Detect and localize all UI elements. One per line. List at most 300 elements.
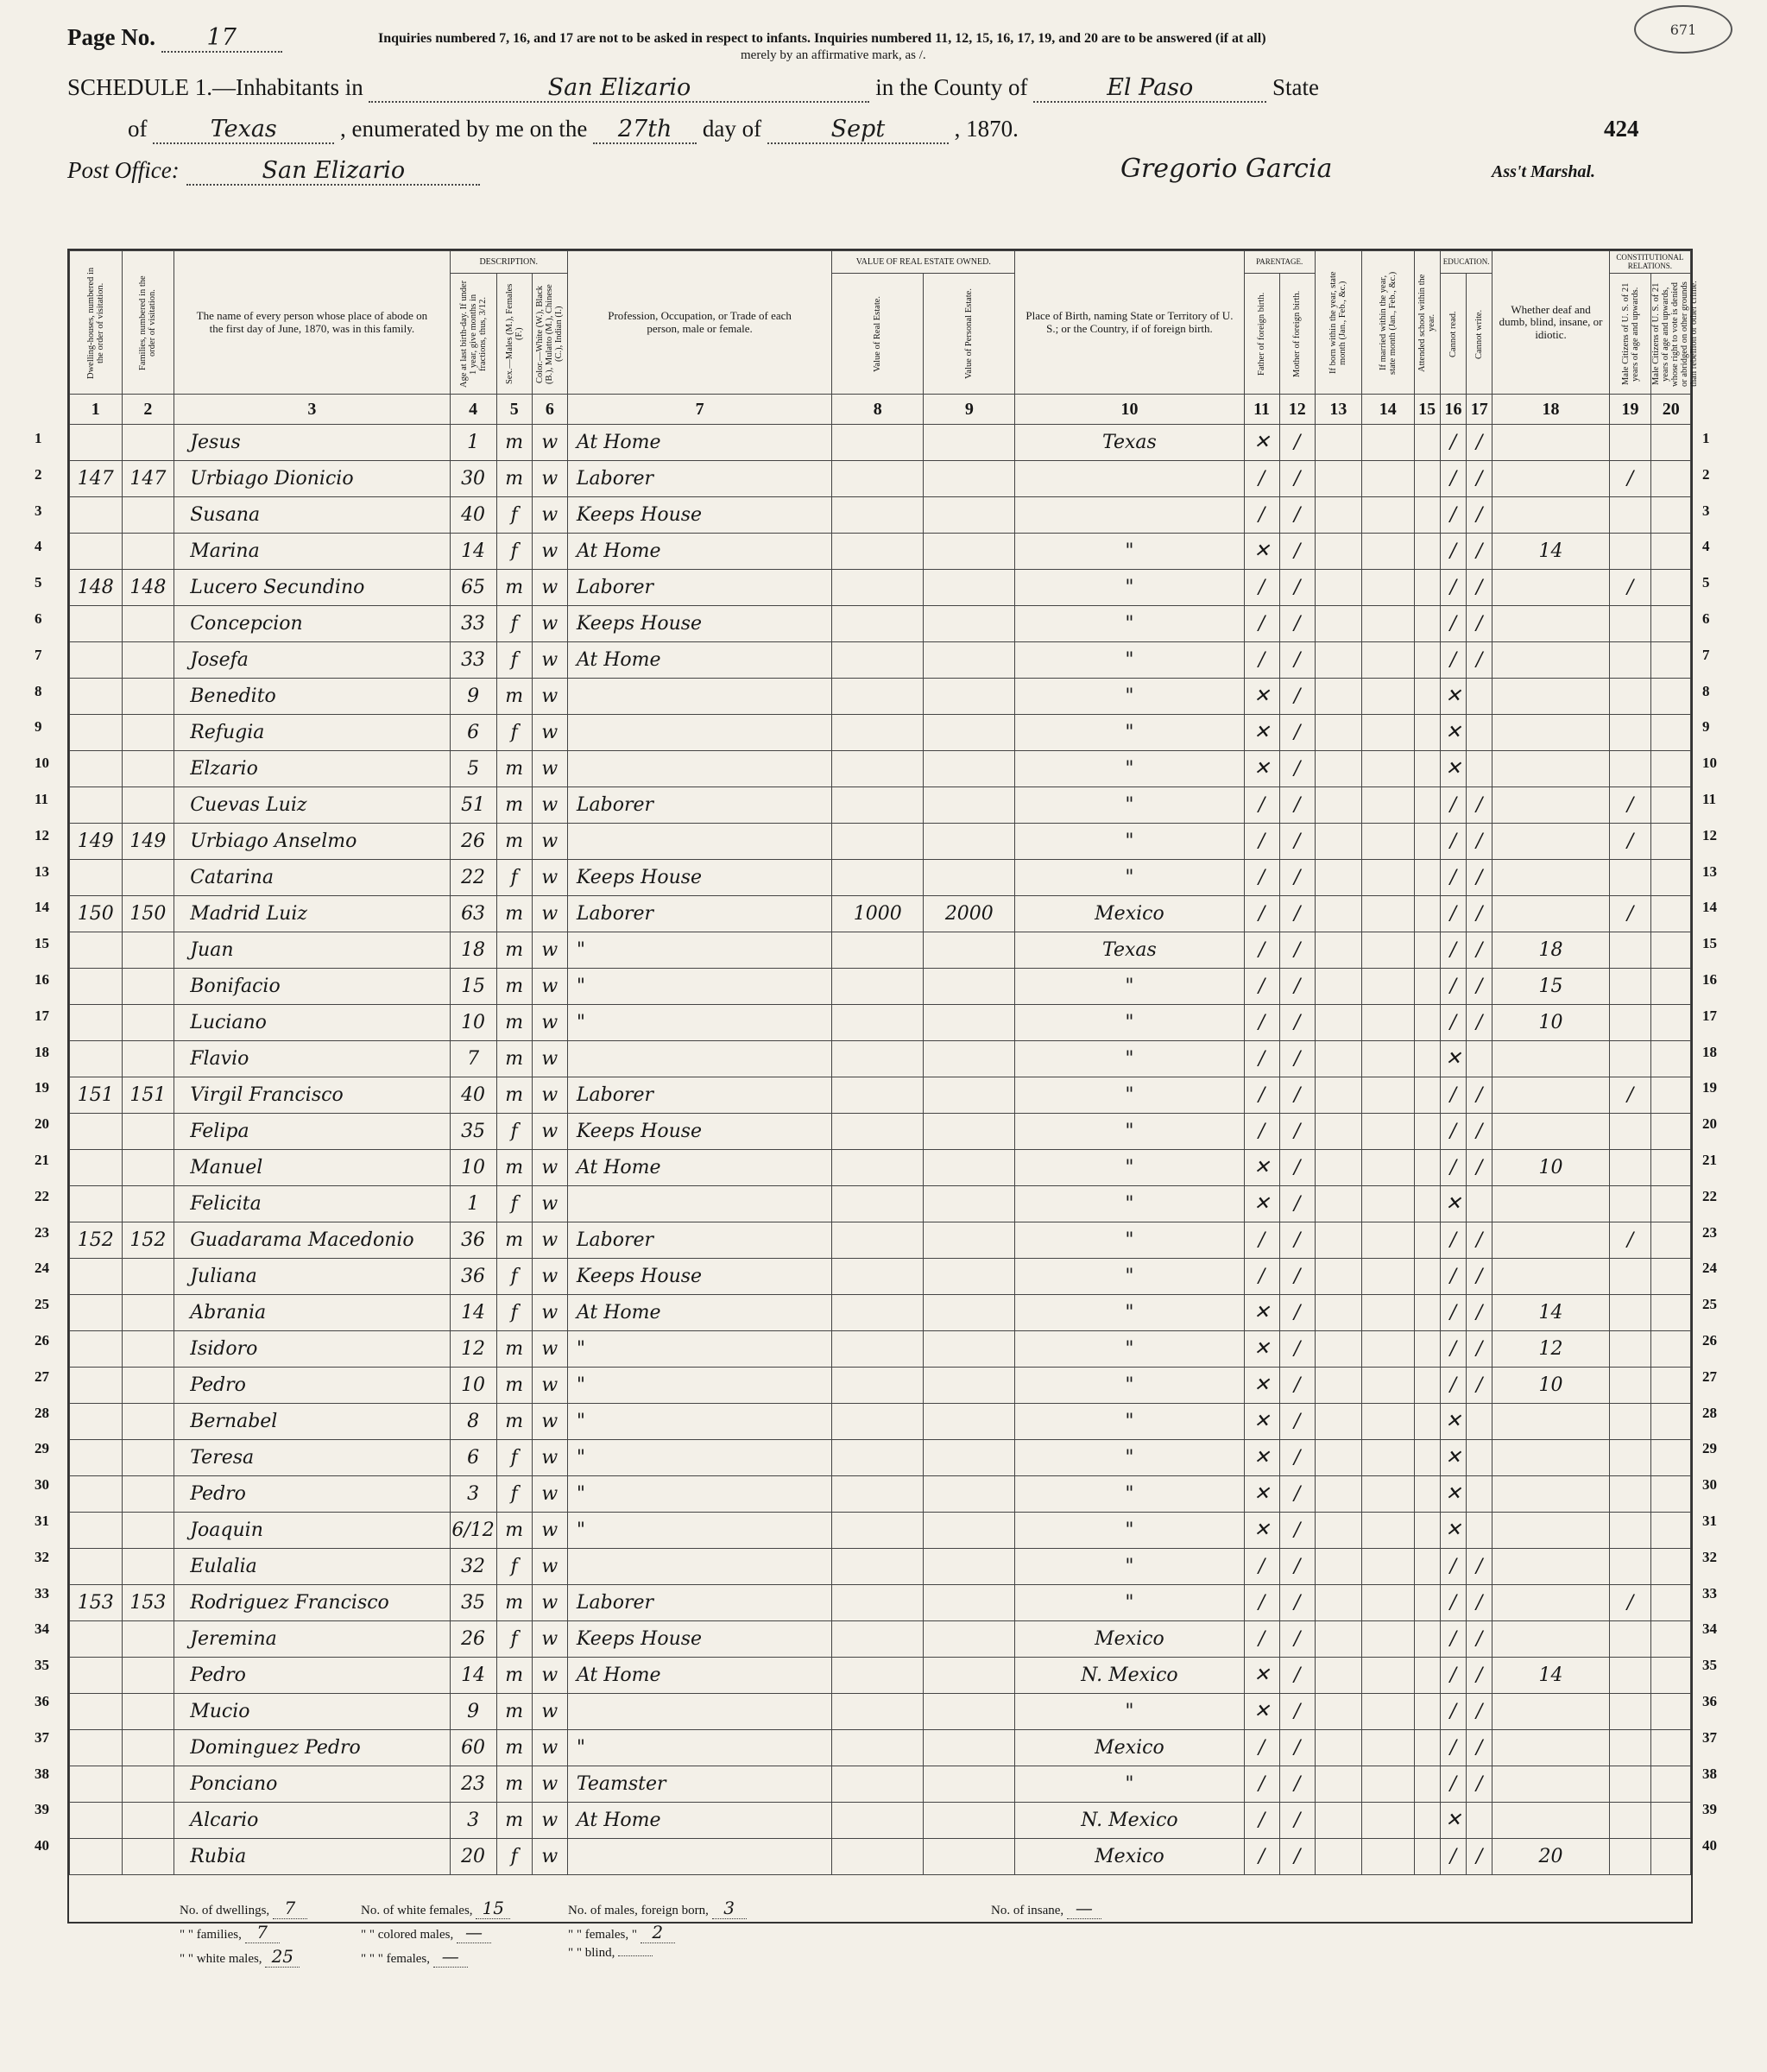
cannot-write-mark: /	[1467, 1331, 1492, 1368]
occupation	[567, 679, 831, 715]
born-within-year	[1315, 1621, 1361, 1658]
age: 14	[450, 1658, 496, 1694]
mother-foreign-mark: /	[1279, 787, 1315, 824]
day-value: 27th	[593, 116, 697, 144]
deaf-blind-note	[1492, 1186, 1609, 1222]
cannot-write-mark: /	[1467, 1549, 1492, 1585]
sex: m	[496, 1077, 532, 1114]
cannot-write-mark: /	[1467, 497, 1492, 534]
father-foreign-mark: /	[1244, 570, 1279, 606]
married-within-year	[1361, 1077, 1414, 1114]
age: 3	[450, 1476, 496, 1513]
line-number-left: 36	[35, 1693, 49, 1709]
birthplace: Texas	[1015, 932, 1244, 969]
father-foreign-mark: ✕	[1244, 751, 1279, 787]
real-estate-value	[832, 679, 924, 715]
person-name: Bernabel	[174, 1404, 450, 1440]
personal-estate-value	[924, 751, 1015, 787]
born-within-year	[1315, 1730, 1361, 1766]
deaf-blind-note: 14	[1492, 534, 1609, 570]
cannot-write-mark: /	[1467, 1368, 1492, 1404]
attended-school	[1414, 1005, 1440, 1041]
mother-foreign-mark: /	[1279, 497, 1315, 534]
person-name: Susana	[174, 497, 450, 534]
deaf-blind-note: 15	[1492, 969, 1609, 1005]
personal-estate-value	[924, 642, 1015, 679]
line-number-right: 21	[1702, 1152, 1717, 1168]
married-within-year	[1361, 1549, 1414, 1585]
mother-foreign-mark: /	[1279, 1766, 1315, 1803]
person-name: Concepcion	[174, 606, 450, 642]
mother-foreign-mark: /	[1279, 896, 1315, 932]
married-within-year	[1361, 497, 1414, 534]
father-foreign-mark: ✕	[1244, 425, 1279, 461]
person-name: Elzario	[174, 751, 450, 787]
occupation: At Home	[567, 642, 831, 679]
personal-estate-value	[924, 1186, 1015, 1222]
citizen-mark	[1609, 1150, 1651, 1186]
line-number-left: 14	[35, 899, 49, 916]
mother-foreign-mark: /	[1279, 1513, 1315, 1549]
personal-estate-value	[924, 1077, 1015, 1114]
occupation: Keeps House	[567, 606, 831, 642]
attended-school	[1414, 1077, 1440, 1114]
col-school-header: Attended school within the year.	[1414, 251, 1440, 395]
col-mother-foreign-header: Mother of foreign birth.	[1279, 274, 1315, 395]
line-number-right: 14	[1702, 899, 1717, 916]
sex: m	[496, 1766, 532, 1803]
table-row	[70, 896, 1691, 932]
married-within-year	[1361, 824, 1414, 860]
person-name: Virgil Francisco	[174, 1077, 450, 1114]
table-row	[70, 969, 1691, 1005]
real-estate-value	[832, 1005, 924, 1041]
family-number	[122, 679, 174, 715]
month-value: Sept	[767, 116, 949, 144]
birthplace: "	[1015, 860, 1244, 896]
color: w	[532, 860, 567, 896]
stamp-corner-number: 671	[1669, 21, 1697, 38]
person-name: Cuevas Luiz	[174, 787, 450, 824]
table-row	[70, 1476, 1691, 1513]
age: 14	[450, 1295, 496, 1331]
line-number-left: 25	[35, 1296, 49, 1313]
line-number-left: 39	[35, 1801, 49, 1818]
vote-denied-mark	[1651, 642, 1691, 679]
person-name: Marina	[174, 534, 450, 570]
age: 5	[450, 751, 496, 787]
married-within-year	[1361, 1295, 1414, 1331]
citizen-mark	[1609, 425, 1651, 461]
personal-estate-value	[924, 461, 1015, 497]
married-within-year	[1361, 1114, 1414, 1150]
born-within-year	[1315, 1005, 1361, 1041]
birthplace: "	[1015, 1114, 1244, 1150]
family-number	[122, 969, 174, 1005]
citizen-mark: /	[1609, 1585, 1651, 1621]
occupation: Keeps House	[567, 497, 831, 534]
birthplace: "	[1015, 1005, 1244, 1041]
birthplace: "	[1015, 1295, 1244, 1331]
cannot-write-mark: /	[1467, 969, 1492, 1005]
personal-estate-value	[924, 787, 1015, 824]
citizen-mark	[1609, 1440, 1651, 1476]
line-number-right: 30	[1702, 1476, 1717, 1494]
year-label: , 1870.	[954, 116, 1019, 142]
married-within-year	[1361, 1404, 1414, 1440]
married-within-year	[1361, 1476, 1414, 1513]
born-within-year	[1315, 860, 1361, 896]
person-name: Josefa	[174, 642, 450, 679]
father-foreign-mark: /	[1244, 824, 1279, 860]
born-within-year	[1315, 1440, 1361, 1476]
age: 3	[450, 1803, 496, 1839]
mother-foreign-mark: /	[1279, 1005, 1315, 1041]
color: w	[532, 1077, 567, 1114]
real-estate-value	[832, 1186, 924, 1222]
personal-estate-value	[924, 969, 1015, 1005]
person-name: Pedro	[174, 1658, 450, 1694]
married-within-year	[1361, 1621, 1414, 1658]
married-within-year	[1361, 1839, 1414, 1875]
color: w	[532, 1476, 567, 1513]
citizen-mark	[1609, 1621, 1651, 1658]
occupation: Teamster	[567, 1766, 831, 1803]
real-estate-value	[832, 1766, 924, 1803]
family-number	[122, 1259, 174, 1295]
dwelling-number	[70, 787, 123, 824]
family-number	[122, 1766, 174, 1803]
born-within-year	[1315, 570, 1361, 606]
birthplace: "	[1015, 969, 1244, 1005]
line-number-right: 34	[1702, 1620, 1717, 1638]
personal-estate-value	[924, 570, 1015, 606]
column-number: 16	[1440, 395, 1466, 425]
white-males-total	[180, 1946, 300, 1968]
cannot-write-mark: /	[1467, 1005, 1492, 1041]
line-number-left: 35	[35, 1657, 49, 1674]
vote-denied-mark	[1651, 1476, 1691, 1513]
cannot-write-mark: /	[1467, 824, 1492, 860]
family-number	[122, 715, 174, 751]
attended-school	[1414, 1621, 1440, 1658]
deaf-blind-note	[1492, 896, 1609, 932]
deaf-blind-note	[1492, 715, 1609, 751]
line-number-left: 40	[35, 1837, 49, 1854]
born-within-year	[1315, 715, 1361, 751]
dwelling-number	[70, 1766, 123, 1803]
personal-estate-value	[924, 497, 1015, 534]
line-number-right: 9	[1702, 718, 1710, 736]
born-within-year	[1315, 606, 1361, 642]
cannot-read-mark: /	[1440, 1150, 1466, 1186]
family-number	[122, 860, 174, 896]
sex: f	[496, 1259, 532, 1295]
attended-school	[1414, 570, 1440, 606]
cannot-write-mark	[1467, 1440, 1492, 1476]
personal-estate-value	[924, 1368, 1015, 1404]
married-within-year	[1361, 715, 1414, 751]
attended-school	[1414, 642, 1440, 679]
sex: f	[496, 642, 532, 679]
color: w	[532, 1585, 567, 1621]
line-number-right: 19	[1702, 1079, 1717, 1096]
color: w	[532, 1549, 567, 1585]
age: 26	[450, 824, 496, 860]
cannot-write-mark	[1467, 1404, 1492, 1440]
real-estate-value	[832, 606, 924, 642]
vote-denied-mark	[1651, 1259, 1691, 1295]
cannot-read-mark: /	[1440, 1077, 1466, 1114]
citizen-mark	[1609, 679, 1651, 715]
cannot-read-mark: /	[1440, 461, 1466, 497]
family-number	[122, 1150, 174, 1186]
mother-foreign-mark: /	[1279, 1259, 1315, 1295]
age: 36	[450, 1259, 496, 1295]
father-foreign-mark: ✕	[1244, 1150, 1279, 1186]
enumerated-label: , enumerated by me on the	[340, 116, 588, 142]
table-row	[70, 497, 1691, 534]
day-of-label: day of	[702, 116, 762, 142]
attended-school	[1414, 461, 1440, 497]
dwelling-number: 149	[70, 824, 123, 860]
father-foreign-mark: ✕	[1244, 1476, 1279, 1513]
mother-foreign-mark: /	[1279, 1150, 1315, 1186]
citizen-mark	[1609, 1803, 1651, 1839]
real-estate-value	[832, 1404, 924, 1440]
col-deaf-blind-header: Whether deaf and dumb, blind, insane, or idiotic.	[1492, 251, 1609, 395]
real-estate-value	[832, 715, 924, 751]
vote-denied-mark	[1651, 1513, 1691, 1549]
vote-denied-mark	[1651, 1730, 1691, 1766]
occupation: "	[567, 1331, 831, 1368]
attended-school	[1414, 969, 1440, 1005]
age: 22	[450, 860, 496, 896]
line-number-left: 17	[35, 1007, 49, 1024]
line-number-right: 37	[1702, 1728, 1717, 1746]
white-males-label: " " white males,	[180, 1952, 262, 1966]
vote-denied-mark	[1651, 534, 1691, 570]
sex: m	[496, 1694, 532, 1730]
color: w	[532, 1766, 567, 1803]
father-foreign-mark: ✕	[1244, 1331, 1279, 1368]
sex: m	[496, 1404, 532, 1440]
married-within-year	[1361, 570, 1414, 606]
dwelling-number	[70, 1041, 123, 1077]
age: 12	[450, 1331, 496, 1368]
personal-estate-value	[924, 679, 1015, 715]
personal-estate-value	[924, 1730, 1015, 1766]
vote-denied-mark	[1651, 896, 1691, 932]
birthplace: "	[1015, 1150, 1244, 1186]
real-estate-value	[832, 1476, 924, 1513]
mother-foreign-mark: /	[1279, 1440, 1315, 1476]
age: 33	[450, 606, 496, 642]
age: 10	[450, 1368, 496, 1404]
mother-foreign-mark: /	[1279, 679, 1315, 715]
blind-label: " " blind,	[568, 1946, 615, 1960]
occupation: "	[567, 969, 831, 1005]
citizen-mark: /	[1609, 1222, 1651, 1259]
age: 32	[450, 1549, 496, 1585]
attended-school	[1414, 896, 1440, 932]
born-within-year	[1315, 497, 1361, 534]
person-name: Dominguez Pedro	[174, 1730, 450, 1766]
age: 35	[450, 1114, 496, 1150]
line-number-left: 26	[35, 1332, 49, 1349]
citizen-mark	[1609, 1331, 1651, 1368]
cannot-write-mark: /	[1467, 1839, 1492, 1875]
deaf-blind-note	[1492, 1513, 1609, 1549]
attended-school	[1414, 534, 1440, 570]
color: w	[532, 787, 567, 824]
value-group-header: VALUE OF REAL ESTATE OWNED.	[832, 251, 1015, 274]
vote-denied-mark	[1651, 1549, 1691, 1585]
born-within-year	[1315, 1041, 1361, 1077]
line-number-left: 32	[35, 1548, 49, 1565]
age: 33	[450, 642, 496, 679]
citizen-mark	[1609, 1368, 1651, 1404]
father-foreign-mark: /	[1244, 461, 1279, 497]
sex: m	[496, 1803, 532, 1839]
attended-school	[1414, 606, 1440, 642]
dwelling-number	[70, 1658, 123, 1694]
line-number-left: 28	[35, 1404, 49, 1421]
color: w	[532, 1621, 567, 1658]
father-foreign-mark: ✕	[1244, 1694, 1279, 1730]
citizen-mark	[1609, 497, 1651, 534]
line-number-left: 31	[35, 1513, 49, 1529]
vote-denied-mark	[1651, 1150, 1691, 1186]
deaf-blind-note	[1492, 1621, 1609, 1658]
cannot-read-mark: /	[1440, 1114, 1466, 1150]
vote-denied-mark	[1651, 1186, 1691, 1222]
birthplace: "	[1015, 1440, 1244, 1476]
age: 23	[450, 1766, 496, 1803]
age: 9	[450, 1694, 496, 1730]
dwelling-number	[70, 1295, 123, 1331]
age: 14	[450, 534, 496, 570]
married-within-year	[1361, 1766, 1414, 1803]
person-name: Ponciano	[174, 1766, 450, 1803]
mother-foreign-mark: /	[1279, 1839, 1315, 1875]
married-within-year	[1361, 969, 1414, 1005]
colored-females-value: —	[433, 1946, 468, 1968]
person-name: Juan	[174, 932, 450, 969]
deaf-blind-note	[1492, 824, 1609, 860]
person-name: Urbiago Anselmo	[174, 824, 450, 860]
line-number-left: 6	[35, 610, 42, 627]
personal-estate-value	[924, 1766, 1015, 1803]
birthplace: "	[1015, 1041, 1244, 1077]
colored-males-label: " " colored males,	[361, 1928, 454, 1942]
table-row	[70, 1295, 1691, 1331]
occupation: Laborer	[567, 570, 831, 606]
dwellings-label: No. of dwellings,	[180, 1904, 270, 1917]
real-estate-value	[832, 969, 924, 1005]
table-row	[70, 642, 1691, 679]
cannot-read-mark: /	[1440, 1222, 1466, 1259]
table-row	[70, 1404, 1691, 1440]
color: w	[532, 715, 567, 751]
attended-school	[1414, 860, 1440, 896]
deaf-blind-note	[1492, 1549, 1609, 1585]
females-foreign-total	[568, 1922, 675, 1943]
column-number: 10	[1015, 395, 1244, 425]
line-number-left: 10	[35, 755, 49, 772]
header-group-row	[70, 251, 1691, 274]
age: 1	[450, 425, 496, 461]
age: 6	[450, 715, 496, 751]
census-rows	[70, 425, 1691, 1875]
birthplace: "	[1015, 1513, 1244, 1549]
person-name: Mucio	[174, 1694, 450, 1730]
real-estate-value	[832, 1513, 924, 1549]
color: w	[532, 606, 567, 642]
married-within-year	[1361, 1259, 1414, 1295]
occupation	[567, 1694, 831, 1730]
cannot-write-mark: /	[1467, 1658, 1492, 1694]
line-number-right: 35	[1702, 1657, 1717, 1674]
real-estate-value: 1000	[832, 896, 924, 932]
color: w	[532, 1041, 567, 1077]
line-number-left: 2	[35, 465, 42, 483]
married-within-year	[1361, 1150, 1414, 1186]
occupation: Laborer	[567, 461, 831, 497]
person-name: Joaquin	[174, 1513, 450, 1549]
real-estate-value	[832, 860, 924, 896]
person-name: Bonifacio	[174, 969, 450, 1005]
cannot-write-mark: /	[1467, 1077, 1492, 1114]
personal-estate-value	[924, 1259, 1015, 1295]
person-name: Manuel	[174, 1150, 450, 1186]
birthplace: "	[1015, 1549, 1244, 1585]
citizen-mark	[1609, 1658, 1651, 1694]
cannot-write-mark: /	[1467, 1222, 1492, 1259]
mother-foreign-mark: /	[1279, 1621, 1315, 1658]
county-label: in the County of	[875, 74, 1028, 100]
vote-denied-mark	[1651, 570, 1691, 606]
citizen-mark	[1609, 715, 1651, 751]
birthplace: "	[1015, 751, 1244, 787]
color: w	[532, 534, 567, 570]
married-within-year	[1361, 1005, 1414, 1041]
cannot-write-mark: /	[1467, 425, 1492, 461]
table-row	[70, 1005, 1691, 1041]
line-number-left: 12	[35, 826, 49, 843]
family-number	[122, 1295, 174, 1331]
married-within-year	[1361, 896, 1414, 932]
family-number	[122, 1513, 174, 1549]
age: 9	[450, 679, 496, 715]
vote-denied-mark	[1651, 1839, 1691, 1875]
dwelling-number	[70, 1150, 123, 1186]
married-within-year	[1361, 1222, 1414, 1259]
family-number	[122, 606, 174, 642]
table-row	[70, 1041, 1691, 1077]
citizen-mark	[1609, 860, 1651, 896]
table-row	[70, 824, 1691, 860]
attended-school	[1414, 1694, 1440, 1730]
sex: f	[496, 1549, 532, 1585]
birthplace: Mexico	[1015, 1730, 1244, 1766]
line-number-left: 34	[35, 1620, 49, 1638]
table-row	[70, 679, 1691, 715]
families-label: " " families,	[180, 1928, 242, 1942]
attended-school	[1414, 1839, 1440, 1875]
line-number-right: 20	[1702, 1115, 1717, 1133]
sex: f	[496, 1839, 532, 1875]
